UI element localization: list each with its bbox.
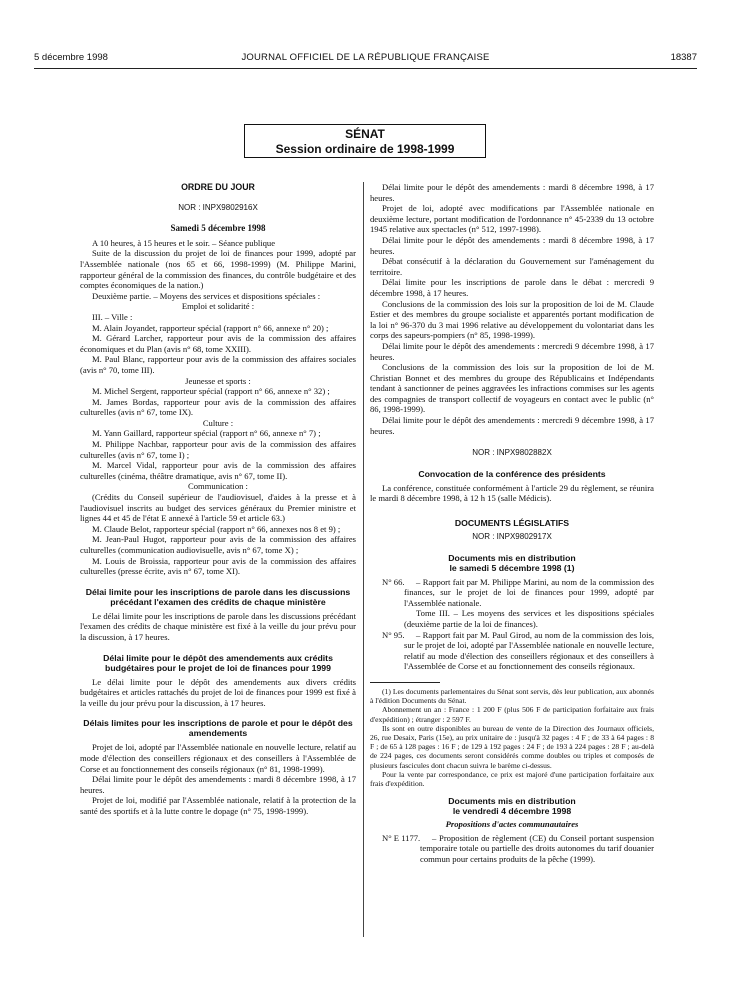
header-journal-title: JOURNAL OFFICIEL DE LA RÉPUBLIQUE FRANÇAISE bbox=[241, 52, 490, 63]
column-divider bbox=[363, 182, 364, 937]
section-heading: Délai limite pour les inscriptions de parole dans les discussions précédant l'examen des crédits de chaque ministère bbox=[85, 586, 351, 607]
footnote: Ils sont en outre disponibles au bureau de vente de la Direction des Journaux officiels, 26, rue Desaix, Paris (15e), au prix unitaire de : jusqu'à 32 pages : 4 F ; de 33 à 64 pages : 8 F ; de 65 à 128 pages : 16 F ; de 129 à 192 pages : 24 F ; de 193 à 224 pages : 28 F ; au-delà de 224 pages, ces documents seront considérés comme doubles ou triples et composés de plusieurs fascicules dont chacun suivra le barème ci-dessus. bbox=[370, 723, 654, 770]
paragraph: M. James Bordas, rapporteur pour avis de la commission des affaires culturelles (avis n° 67, tome IX). bbox=[80, 396, 356, 418]
document-entry bbox=[370, 630, 654, 672]
section-heading: le samedi 5 décembre 1998 (1) bbox=[449, 562, 575, 573]
footnote-rule bbox=[370, 682, 440, 683]
section-heading: Documents mis en distribution bbox=[448, 552, 576, 563]
nor-reference: NOR : INPX9802917X bbox=[472, 532, 552, 542]
header-rule bbox=[34, 68, 697, 69]
paragraph: Délai limite pour le dépôt des amendements : mercredi 9 décembre 1998, à 17 heures. bbox=[370, 340, 654, 362]
paragraph: Le délai limite pour les inscriptions de parole dans les discussions précédant l'examen des crédits de chaque ministère est fixé à la veille du jour prévu pour la discussion, à 17 heures. bbox=[80, 610, 356, 642]
document-entry bbox=[370, 833, 654, 865]
document-number: N° 66. bbox=[382, 576, 405, 587]
footnote: Abonnement un an : France : 1 200 F (plus 506 F de participation forfaitaire aux frais d'expédition) ; étranger : 2 597 F. bbox=[370, 705, 654, 724]
title-senat: SÉNAT bbox=[345, 127, 385, 141]
document-text: – Proposition de règlement (CE) du Conseil portant suspension temporaire totale ou partielle des droits autonomes du tarif douanier commun pour certains produits de la pêche (1999). bbox=[420, 832, 654, 864]
paragraph: A 10 heures, à 15 heures et le soir. – Séance publique bbox=[92, 237, 276, 248]
paragraph: M. Michel Sergent, rapporteur spécial (rapport n° 66, annexe n° 32) ; bbox=[92, 386, 330, 397]
nor-reference: NOR : INPX9802882X bbox=[472, 448, 552, 458]
header-page-number: 18387 bbox=[670, 52, 697, 63]
paragraph: M. Louis de Broissia, rapporteur pour avis de la commission des affaires culturelles (presse écrite, avis n° 67, tome XI). bbox=[80, 555, 356, 577]
paragraph: (Crédits du Conseil supérieur de l'audiovisuel, d'aides à la presse et à l'audiovisuel inscrits au budget des services généraux du Premier ministre et lignes 44 et 45 de l'état E annexé à l'article 59 et article 63.) bbox=[80, 492, 356, 524]
title-session: Session ordinaire de 1998-1999 bbox=[275, 142, 455, 156]
paragraph: Deuxième partie. – Moyens des services et dispositions spéciales : bbox=[92, 290, 321, 301]
paragraph: Délai limite pour le dépôt des amendements : mardi 8 décembre 1998, à 17 heures. bbox=[370, 182, 654, 203]
paragraph: Projet de loi, modifié par l'Assemblée nationale, relatif à la protection de la santé des sportifs et à la lutte contre le dopage (n° 75, 1998-1999). bbox=[80, 795, 356, 816]
document-text: – Rapport fait par M. Paul Girod, au nom de la commission des lois, sur le projet de loi, adopté par l'Assemblée nationale en nouvelle lecture, relatif au mode d'élection des conseillers régionaux et des conseillers à l'Assemblée de Corse et au fonctionnement des conseils régionaux. bbox=[404, 629, 654, 672]
paragraph: Délai limite pour le dépôt des amendements : mardi 8 décembre 1998, à 17 heures. bbox=[370, 234, 654, 256]
paragraph: Projet de loi, adopté avec modifications par l'Assemblée nationale en deuxième lecture, portant modification de l'ordonnance n° 45-2339 du 13 octobre 1945 relative aux spectacles (n° 512, 1997-1998). bbox=[370, 203, 654, 235]
paragraph: M. Gérard Larcher, rapporteur pour avis de la commission des affaires économiques et du Plan (avis n° 68, tome XXIII). bbox=[80, 333, 356, 354]
paragraph: Culture : bbox=[202, 417, 234, 428]
footnote: (1) Les documents parlementaires du Sénat sont servis, dès leur publication, aux abonnés à l'édition Documents du Sénat. bbox=[370, 686, 654, 706]
nor-reference: NOR : INPX9802916X bbox=[178, 202, 258, 212]
paragraph: La conférence, constituée conformément à l'article 29 du règlement, se réunira le mardi 8 décembre 1998, à 12 h 15 (salle Médicis). bbox=[370, 482, 654, 504]
subsection-heading: Propositions d'actes communautaires bbox=[445, 819, 579, 830]
paragraph: Communication : bbox=[188, 481, 248, 492]
right-column bbox=[370, 182, 654, 865]
section-heading: Délai limite pour le dépôt des amendements aux crédits budgétaires pour le projet de loi de finances pour 1999 bbox=[103, 652, 333, 673]
paragraph: M. Philippe Nachbar, rapporteur pour avis de la commission des affaires culturelles (avis n° 67, tome I) ; bbox=[80, 439, 356, 460]
section-heading: Documents mis en distribution bbox=[448, 796, 576, 807]
running-header bbox=[34, 52, 697, 66]
paragraph: Projet de loi, adopté par l'Assemblée nationale en nouvelle lecture, relatif au mode d'élection des conseillers régionaux et des conseillers à l'Assemblée de Corse et au fonctionnement des conseils régionaux (n° 81, 1998-1999). bbox=[80, 742, 356, 774]
paragraph: Jeunesse et sports : bbox=[185, 375, 251, 386]
document-number: N° 95. bbox=[382, 629, 405, 640]
paragraph: Délai limite pour le dépôt des amendements : mardi 8 décembre 1998, à 17 heures. bbox=[80, 774, 356, 795]
section-heading: DOCUMENTS LÉGISLATIFS bbox=[454, 518, 570, 529]
section-heading: Délais limites pour les inscriptions de parole et pour le dépôt des amendements bbox=[83, 718, 353, 739]
paragraph: III. – Ville : bbox=[92, 311, 133, 322]
paragraph: Délai limite pour les inscriptions de parole dans le débat : mercredi 9 décembre 1998, à 17 heures. bbox=[370, 277, 654, 298]
paragraph: M. Jean-Paul Hugot, rapporteur pour avis de la commission des affaires culturelles (communication audiovisuelle, avis n° 67, tome X) ; bbox=[80, 534, 356, 555]
paragraph: Emploi et solidarité : bbox=[181, 301, 255, 312]
paragraph: Suite de la discussion du projet de loi de finances pour 1999, adopté par l'Assemblée nationale (nos 65 et 66, 1998-1999) (M. Philippe Marini, rapporteur général de la commission des finances, du contrôle budgétaire et des comptes économiques de la nation.) bbox=[80, 248, 356, 291]
paragraph: M. Marcel Vidal, rapporteur pour avis de la commission des affaires culturelles (cinéma, théâtre dramatique, avis n° 67, tome II). bbox=[80, 460, 356, 481]
header-date: 5 décembre 1998 bbox=[34, 52, 108, 63]
document-entry bbox=[370, 608, 654, 629]
document-entry bbox=[370, 577, 654, 609]
session-date: Samedi 5 décembre 1998 bbox=[170, 223, 266, 234]
paragraph: M. Paul Blanc, rapporteur pour avis de la commission des affaires sociales (avis n° 70, tome III). bbox=[80, 354, 356, 375]
document-text: – Rapport fait par M. Philippe Marini, au nom de la commission des finances, sur le projet de loi de finances pour 1999, adopté par l'Assemblée nationale. bbox=[404, 576, 654, 608]
footnote: Pour la vente par correspondance, ce prix est majoré d'une participation forfaitaire aux frais d'expédition. bbox=[370, 769, 654, 788]
paragraph: Délai limite pour le dépôt des amendements : mercredi 9 décembre 1998, à 17 heures. bbox=[370, 415, 654, 436]
document-subtext: Tome III. – Les moyens des services et les dispositions spéciales (deuxième partie de la loi de finances). bbox=[404, 608, 654, 629]
paragraph: M. Claude Belot, rapporteur spécial (rapport n° 66, annexes nos 8 et 9) ; bbox=[92, 523, 341, 534]
paragraph: Débat consécutif à la déclaration du Gouvernement sur l'aménagement du territoire. bbox=[370, 256, 654, 277]
left-column bbox=[80, 182, 356, 817]
document-number: N° E 1177. bbox=[382, 832, 421, 843]
section-heading: Convocation de la conférence des présidents bbox=[418, 468, 606, 479]
ordre-du-jour-heading: ORDRE DU JOUR bbox=[181, 182, 255, 192]
title-box bbox=[244, 124, 486, 158]
paragraph: Conclusions de la commission des lois sur la proposition de loi de M. Claude Estier et des membres du groupe socialiste et apparentés portant modification de la loi n° 96-370 du 3 mai 1996 relative au développement du volontariat dans les corps des sapeurs-pompiers (n° 85, 1998-1999). bbox=[370, 298, 654, 341]
paragraph: Conclusions de la commission des lois sur la proposition de loi de M. Christian Bonnet et des membres du groupe des Républicains et Indépendants tendant à sanctionner de peines aggravées les infractions commises sur les agents des compagnies de transport collectif de voyageurs en contact avec le public (n° 86, 1998-1999). bbox=[370, 362, 654, 415]
paragraph: M. Yann Gaillard, rapporteur spécial (rapport n° 66, annexe n° 7) ; bbox=[92, 428, 321, 439]
paragraph: Le délai limite pour le dépôt des amendements aux divers crédits budgétaires et articles rattachés du projet de loi de finances pour 1999 est fixé à la veille du jour prévu pour la discussion, à 17 heures. bbox=[80, 676, 356, 708]
paragraph: M. Alain Joyandet, rapporteur spécial (rapport n° 66, annexe n° 20) ; bbox=[92, 322, 329, 333]
section-heading: le vendredi 4 décembre 1998 bbox=[452, 806, 572, 817]
